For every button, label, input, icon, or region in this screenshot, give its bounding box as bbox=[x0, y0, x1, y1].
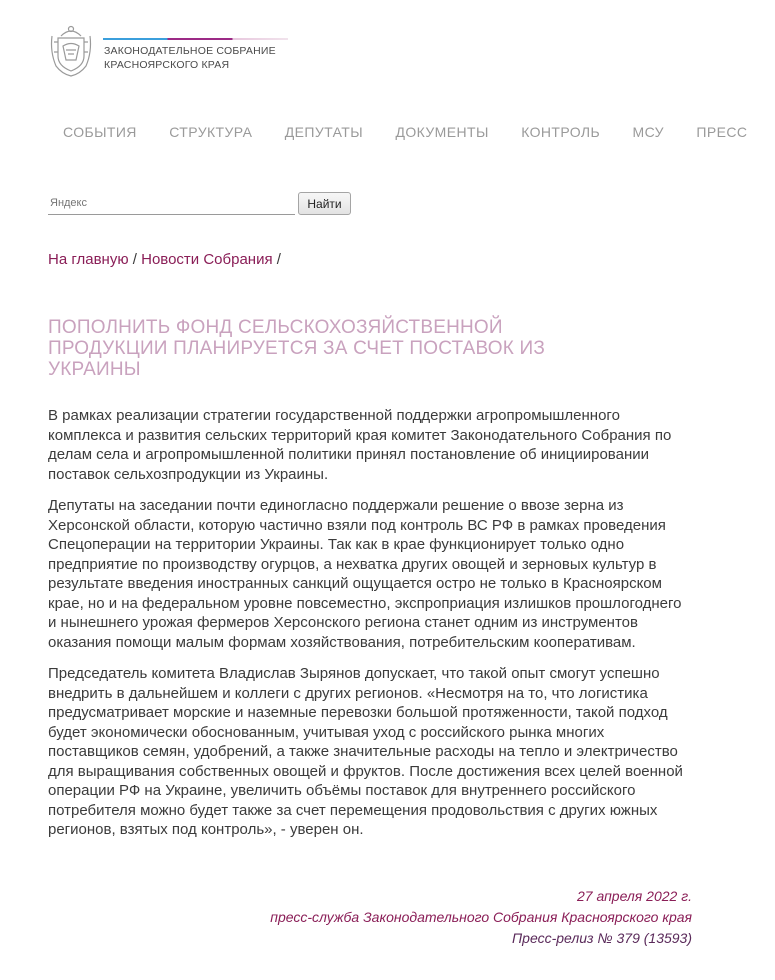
article-paragraph: Председатель комитета Владислав Зырянов допускает, что такой опыт смогут успешно внедрить в дальнейшем и коллеги с других регионов. «Несмотря на то, что логистика предусматривает морские и наземные перевозки большой протяженности, такой подход будет экономически обоснованным, учитывая уход с российского рынка многих поставщиков семян, удобрений, а также значительные расходы на тепло и электричество для выращивания собственных овощей и фруктов. После достижения всех целей военной операции РФ на Украине, увеличить объёмы поставок для внутреннего российского потребителя можно будет также за счет перемещения продовольствия с других южных регионов, взятых под контроль», - уверен он. bbox=[48, 665, 683, 838]
search-input[interactable] bbox=[48, 192, 295, 215]
nav-item-events[interactable]: СОБЫТИЯ bbox=[63, 124, 137, 140]
article-body bbox=[48, 406, 688, 852]
breadcrumb-separator: / bbox=[276, 251, 281, 268]
logo-divider bbox=[103, 38, 288, 40]
search-bar bbox=[48, 192, 342, 215]
nav-item-documents[interactable]: ДОКУМЕНТЫ bbox=[395, 124, 489, 140]
article-date: 27 апреля 2022 г. bbox=[577, 888, 692, 904]
main-nav bbox=[63, 124, 775, 142]
nav-item-msu[interactable]: МСУ bbox=[632, 124, 664, 140]
search-button[interactable]: Найти bbox=[298, 192, 351, 215]
site-logo[interactable] bbox=[48, 22, 94, 78]
nav-item-structure[interactable]: СТРУКТУРА bbox=[169, 124, 253, 140]
org-name-line2: КРАСНОЯРСКОГО КРАЯ bbox=[104, 59, 230, 71]
press-release-number: Пресс-релиз № 379 (13593) bbox=[512, 930, 692, 946]
nav-item-control[interactable]: КОНТРОЛЬ bbox=[521, 124, 601, 140]
article-meta bbox=[270, 886, 692, 949]
press-service: пресс-служба Законодательного Собрания Красноярского края bbox=[270, 909, 692, 925]
breadcrumb-news[interactable]: Новости Собрания bbox=[141, 251, 273, 268]
article-paragraph: Депутаты на заседании почти единогласно поддержали решение о ввозе зерна из Херсонской области, которую частично взяли под контроль ВС РФ в рамках проведения Спецоперации на территории Украины. Так как в крае функционирует только одно предприятие по производству огурцов, а нехватка других овощей и зерновых культур в результате введения иностранных санкций ощущается остро не только в Красноярском крае, но и на федеральном уровне повсеместно, экспроприация излишков прошлогоднего и нынешнего урожая фермеров Херсонского региона станет одним из инструментов оказания помощи малым формам хозяйствования, потребительским кооперативам. bbox=[48, 497, 682, 651]
breadcrumb-separator: / bbox=[132, 251, 137, 268]
nav-item-deputies[interactable]: ДЕПУТАТЫ bbox=[284, 124, 364, 140]
article-paragraph: В рамках реализации стратегии государственной поддержки агропромышленного комплекса и развития сельских территорий края комитет Законодательного Собрания по делам села и агропромышленной политики принял постановление об инициировании поставок сельхозпродукции из Украины. bbox=[48, 407, 672, 483]
breadcrumb bbox=[48, 251, 281, 268]
article-title: ПОПОЛНИТЬ ФОНД СЕЛЬСКОХОЗЯЙСТВЕННОЙ ПРОДУКЦИИ ПЛАНИРУЕТСЯ ЗА СЧЕТ ПОСТАВОК ИЗ УКРАИНЫ bbox=[48, 317, 546, 380]
nav-item-press[interactable]: ПРЕСС bbox=[696, 124, 748, 140]
breadcrumb-home[interactable]: На главную bbox=[48, 251, 129, 268]
org-name-line1: ЗАКОНОДАТЕЛЬНОЕ СОБРАНИЕ bbox=[104, 45, 276, 57]
coat-of-arms-icon bbox=[48, 22, 94, 78]
